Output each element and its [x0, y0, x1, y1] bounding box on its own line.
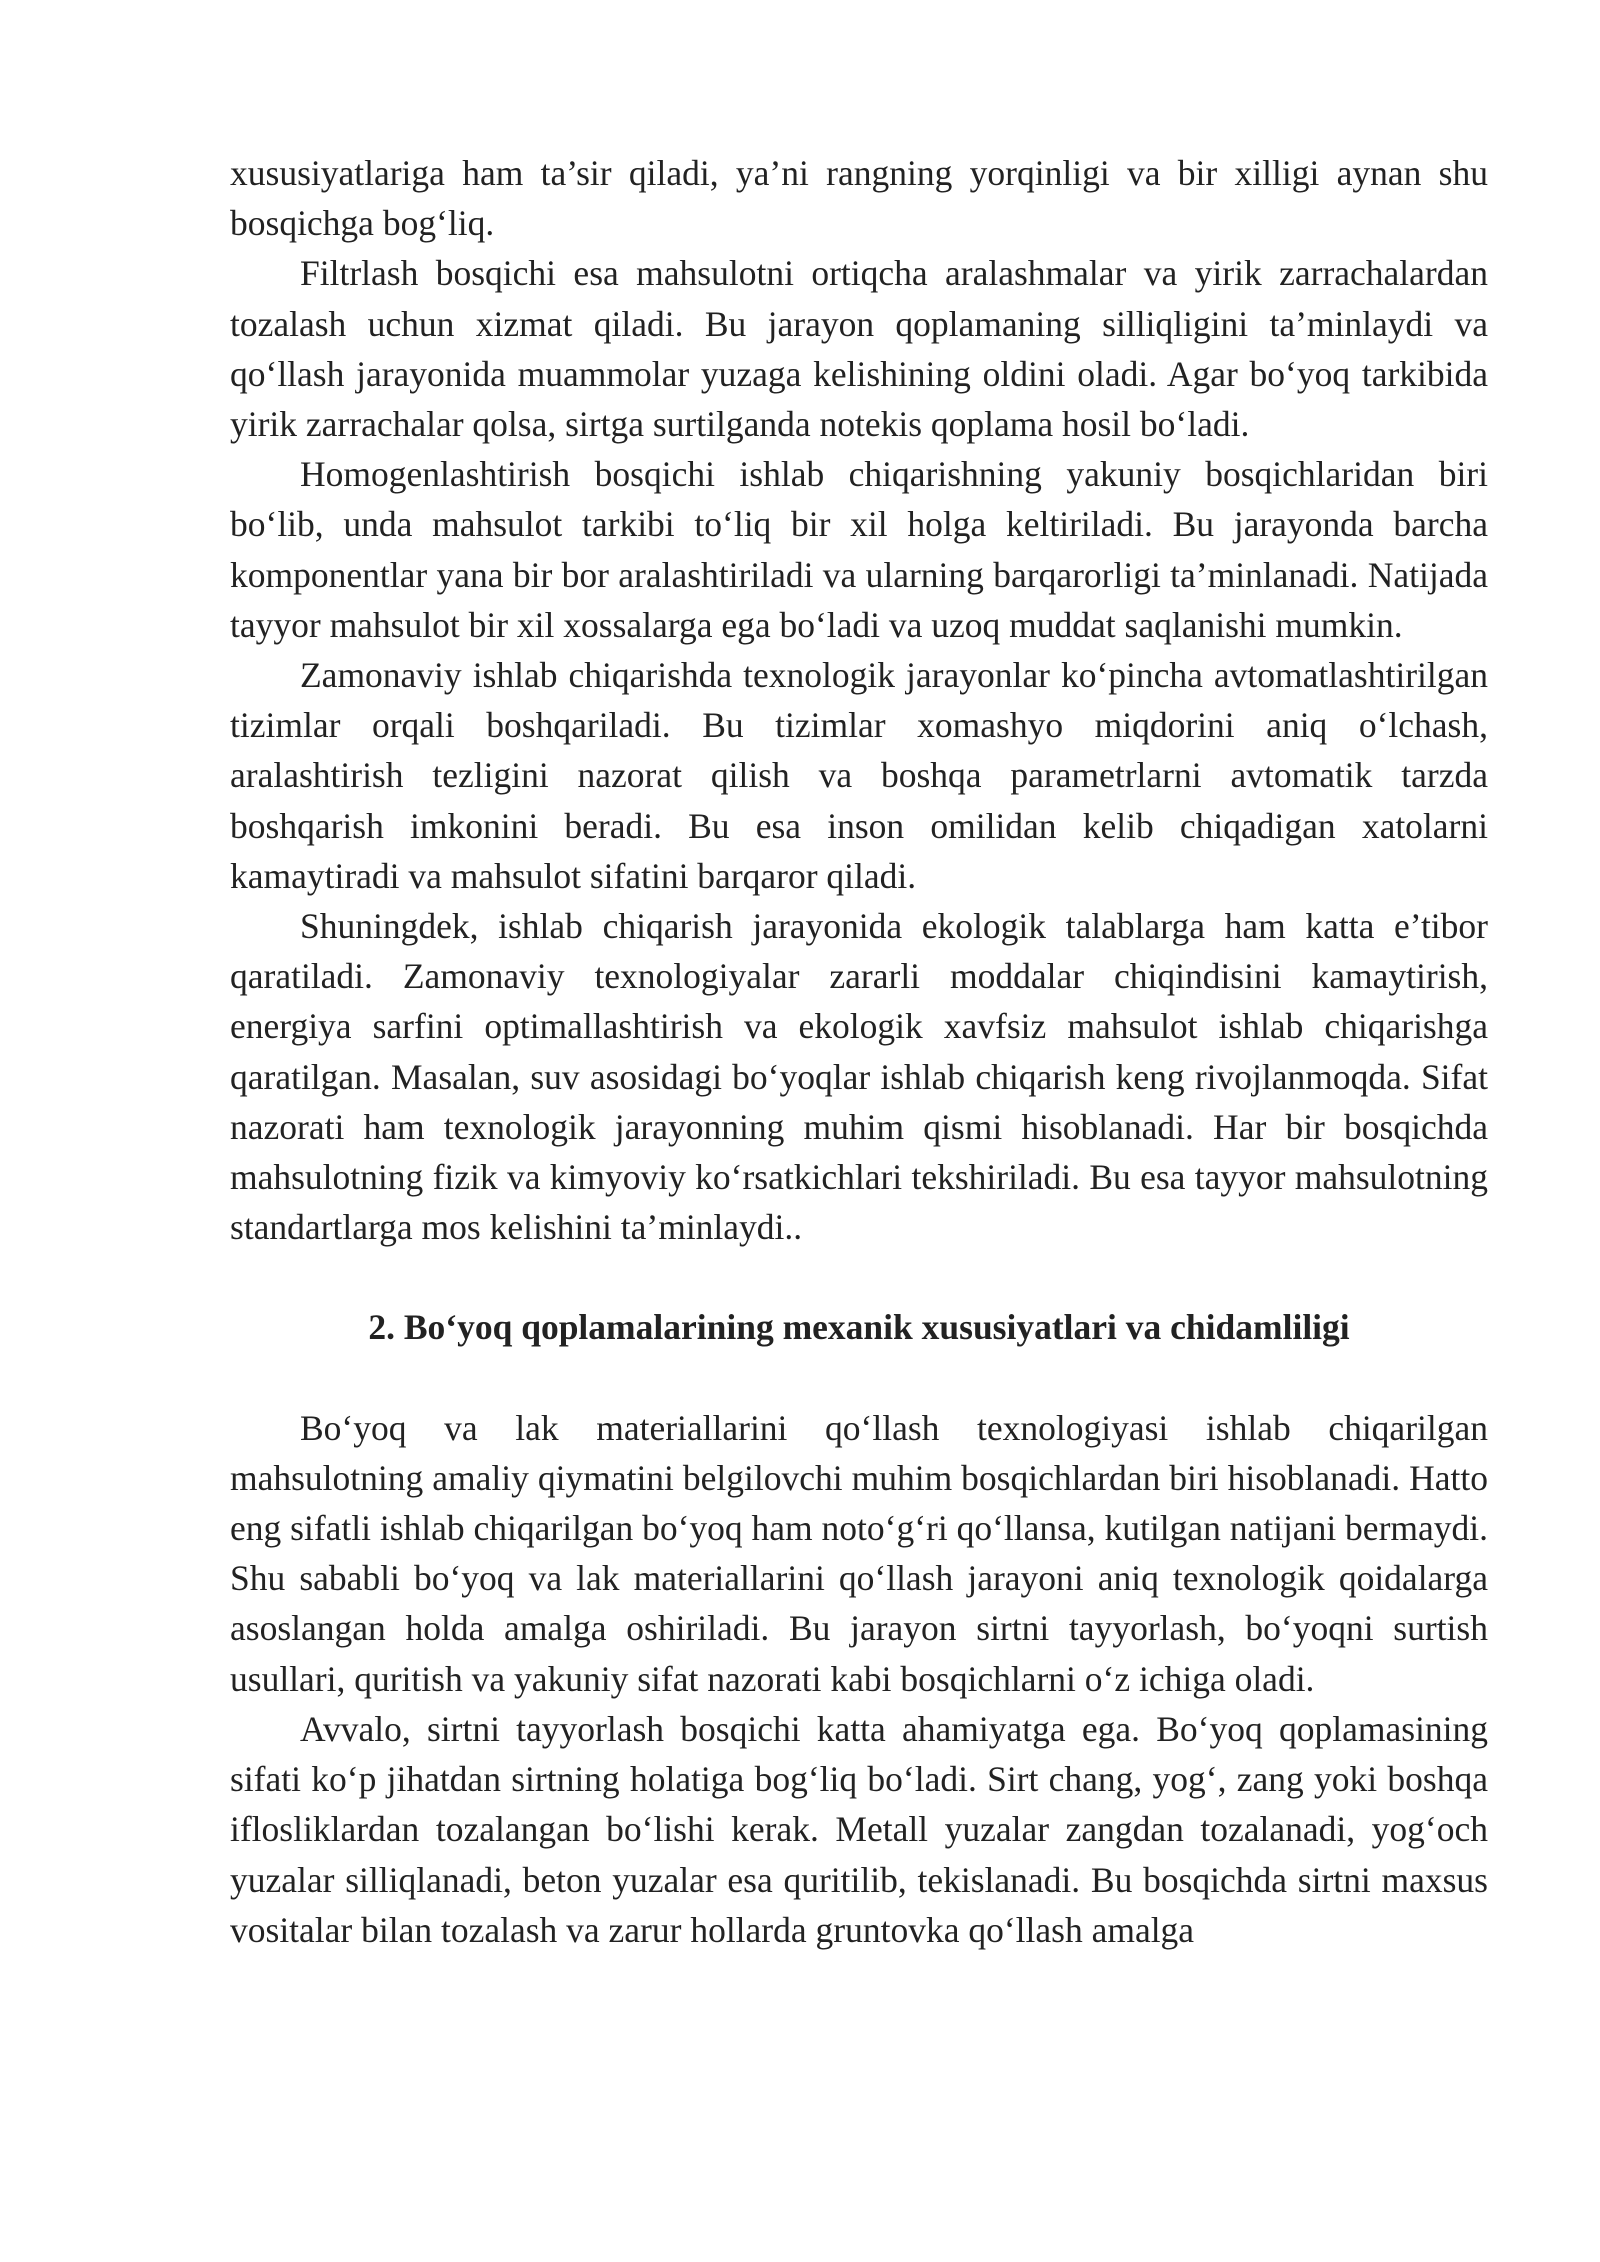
paragraph-ecology: Shuningdek, ishlab chiqarish jarayonida ekologik talablarga ham katta e’tibor qaratiladi. Zamonaviy texnologiyalar zararli moddalar chiqindisini kamaytirish, energiya sarfini optimallashtirish va ekologik xavfsiz mahsulot ishlab chiqarishga qaratilgan. Masalan, suv asosidagi bo‘yoqlar ishlab chiqarish keng rivojlanmoqda. Sifat nazorati ham texnologik jarayonning muhim qismi hisoblanadi. Har bir bosqichda mahsulotning fizik va kimyoviy ko‘rsatkichlari tekshiriladi. Bu esa tayyor mahsulotning standartlarga mos kelishini ta’minlaydi.. [230, 906, 1488, 1248]
paragraph-filtering: Filtrlash bosqichi esa mahsulotni ortiqcha aralashmalar va yirik zarrachalardan tozalash uchun xizmat qiladi. Bu jarayon qoplamaning silliqligini ta’minlaydi va qo‘llash jarayonida muammolar yuzaga kelishining oldini oladi. Agar bo‘yoq tarkibida yirik zarrachalar qolsa, sirtga surtilganda notekis qoplama hosil bo‘ladi. [230, 253, 1488, 445]
document-page [230, 148, 1488, 1955]
paragraph-surface-prep: Avvalo, sirtni tayyorlash bosqichi katta ahamiyatga ega. Bo‘yoq qoplamasining sifati ko‘p jihatdan sirtning holatiga bog‘liq bo‘ladi. Sirt chang, yog‘, zang yoki boshqa iflosliklardan tozalangan bo‘lishi kerak. Metall yuzalar zangdan tozalanadi, yog‘och yuzalar silliqlanadi, beton yuzalar esa quritilib, tekislanadi. Bu bosqichda sirtni maxsus vositalar bilan tozalash va zarur hollarda gruntovka qo‘llash amalga [230, 1708, 1488, 1950]
section-heading: 2. Bo‘yoq qoplamalarining mexanik xususiyatlari va chidamliligi [368, 1307, 1350, 1348]
paragraph-continued: xususiyatlariga ham ta’sir qiladi, ya’ni rangning yorqinligi va bir xilligi aynan shu bosqichga bog‘liq. [230, 153, 1488, 244]
paragraph-automation: Zamonaviy ishlab chiqarishda texnologik jarayonlar ko‘pincha avtomatlashtirilgan tizimlar orqali boshqariladi. Bu tizimlar xomashyo miqdorini aniq o‘lchash, aralashtirish tezligini nazorat qilish va boshqa parametrlarni avtomatik tarzda boshqarish imkonini beradi. Bu esa inson omilidan kelib chiqadigan xatolarni kamaytiradi va mahsulot sifatini barqaror qiladi. [230, 655, 1488, 896]
paragraph-homogenization: Homogenlashtirish bosqichi ishlab chiqarishning yakuniy bosqichlaridan biri bo‘lib, unda mahsulot tarkibi to‘liq bir xil holga keltiriladi. Bu jarayonda barcha komponentlar yana bir bor aralashtiriladi va ularning barqarorligi ta’minlanadi. Natijada tayyor mahsulot bir xil xossalarga ega bo‘ladi va uzoq muddat saqlanishi mumkin. [230, 454, 1488, 645]
paragraph-application: Bo‘yoq va lak materiallarini qo‘llash texnologiyasi ishlab chiqarilgan mahsulotning amaliy qiymatini belgilovchi muhim bosqichlardan biri hisoblanadi. Hatto eng sifatli ishlab chiqarilgan bo‘yoq ham noto‘g‘ri qo‘llansa, kutilgan natijani bermaydi. Shu sababli bo‘yoq va lak materiallarini qo‘llash jarayoni aniq texnologik qoidalarga asoslangan holda amalga oshiriladi. Bu jarayon sirtni tayyorlash, bo‘yoqni surtish usullari, quritish va yakuniy sifat nazorati kabi bosqichlarni o‘z ichiga oladi. [230, 1407, 1488, 1699]
